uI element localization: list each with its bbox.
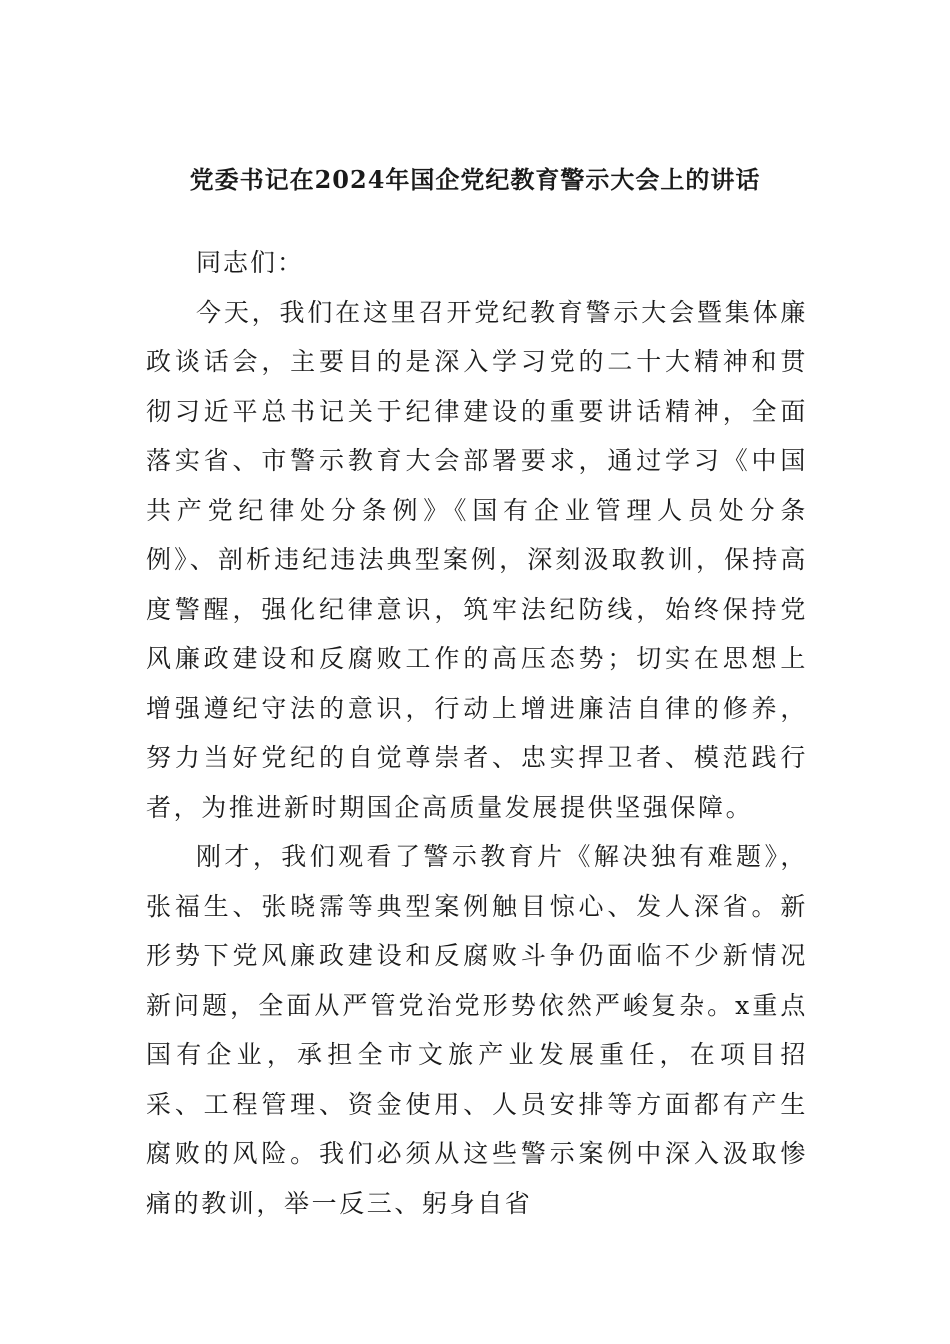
paragraph-warning-film: 刚才，我们观看了警示教育片《解决独有难题》，张福生、张晓霈等典型案例触目惊心、发人深省。新形势下党风廉政建设和反腐败斗争仍面临不少新情况新问题，全面从严管党治党形势依然严峻复杂。x重点国有企业，承担全市文旅产业发展重任，在项目招采、工程管理、资金使用、人员安排等方面都有产生腐败的风险。我们必须从这些警示案例中深入汲取惨痛的教训，举一反三、躬身自省 [146,842,808,1218]
document-title: 党委书记在2024年国企党纪教育警示大会上的讲话 [189,165,761,194]
paragraph-opening: 今天，我们在这里召开党纪教育警示大会暨集体廉政谈话会，主要目的是深入学习党的二十大精神和贯彻习近平总书记关于纪律建设的重要讲话精神，全面落实省、市警示教育大会部署要求，通过学习《中国共产党纪律处分条例》《国有企业管理人员处分条例》、剖析违纪违法典型案例，深刻汲取教训，保持高度警醒，强化纪律意识，筑牢法纪防线，始终保持党风廉政建设和反腐败工作的高压态势；切实在思想上增强遵纪守法的意识，行动上增进廉洁自律的修养，努力当好党纪的自觉尊崇者、忠实捍卫者、模范践行者，为推进新时期国企高质量发展提供坚强保障。 [146,297,808,822]
document-body [146,238,808,1228]
greeting-line: 同志们： [196,248,305,277]
